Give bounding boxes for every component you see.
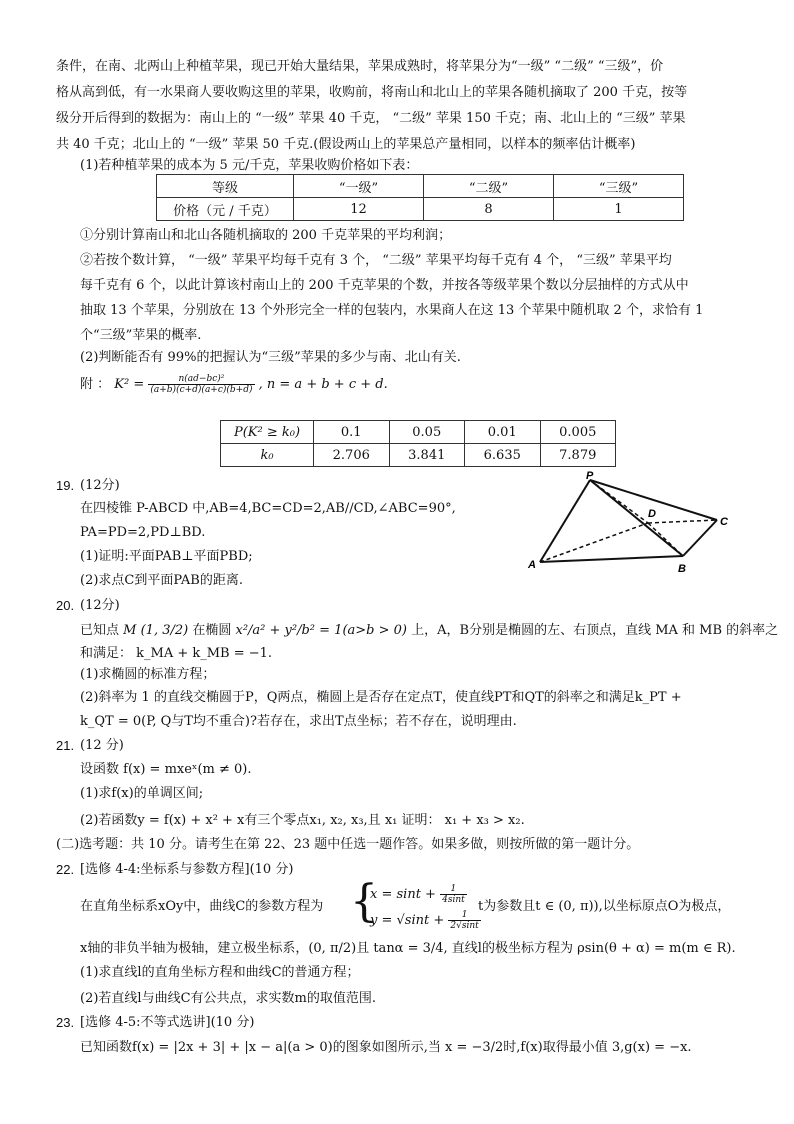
q19-score: (12分): [80, 478, 120, 493]
edge-pd: [590, 480, 648, 523]
q19-line-2: PA=PD=2,PD⊥BD.: [80, 525, 206, 540]
q22-title: [选修 4-4:坐标系与参数方程](10 分): [80, 862, 294, 877]
table-cell: 0.005: [540, 421, 616, 444]
q22-line-2: x轴的非负半轴为极轴，建立极坐标系，(0, π/2)且 tanα = 3/4, 直线l的极坐标方程为 ρsin(θ + α) = m(m ∈ R).: [80, 941, 736, 956]
q20-line-5: k_QT = 0(P, Q与T均不重合)?若存在，求出T点坐标；若不存在，说明理由.: [80, 714, 517, 729]
k2-formula: [80, 374, 388, 395]
table-cell: 7.879: [540, 444, 616, 467]
table-cell: 0.1: [314, 421, 390, 444]
k2-lhs: K² =: [114, 377, 145, 392]
price-table: [156, 174, 684, 221]
table-cell: 价格（元 / 千克）: [157, 198, 294, 221]
q18-paragraph-line-1: 条件，在南、北两山上种植苹果，现已开始大量结果，苹果成熟时，将苹果分为“一级” “二级” “三级”，价: [56, 59, 664, 74]
q18-item-1: ①分别计算南山和北山各随机摘取的 200 千克苹果的平均利润；: [80, 228, 452, 243]
k2-numerator: n(ad−bc)²: [148, 374, 254, 385]
q20-point-m: M (1, 3/2): [123, 623, 189, 638]
table-cell: “三级”: [554, 175, 684, 198]
param-equation-x: [370, 884, 467, 905]
label-p: P: [586, 470, 594, 482]
q19-line-3: (1)证明:平面PAB⊥平面PBD;: [80, 549, 253, 564]
eq-x-den: 4sint: [442, 895, 465, 905]
q18-paragraph-line-3: 级分开后得到的数据为：南山上的 “一级” 苹果 40 千克， “二级” 苹果 150 千克；南、北山上的 “三级” 苹果: [56, 111, 686, 126]
q20-text-a: 已知点: [80, 623, 120, 638]
q20-number: 20.: [56, 598, 75, 613]
elective-note: (二)选考题：共 10 分。请考生在第 22、23 题中任选一题作答。如果多做，则按所做的第一题计分。: [56, 837, 640, 852]
q18-subquestion-2: (2)判断能否有 99%的把握认为“三级”苹果的多少与南、北山有关.: [80, 350, 461, 365]
table-cell: 0.05: [389, 421, 465, 444]
eq-x-num: 1: [440, 884, 467, 895]
table-cell: “二级”: [424, 175, 554, 198]
table-cell: 12: [294, 198, 424, 221]
table-cell: “一级”: [294, 175, 424, 198]
label-d: D: [648, 508, 656, 520]
q23-number: 23.: [56, 1015, 75, 1030]
q20-line-4: (2)斜率为 1 的直线交椭圆于P，Q两点，椭圆上是否存在定点T，使直线PT和QT的斜率之和满足k_PT +: [80, 690, 682, 705]
q20-score: (12分): [80, 598, 120, 613]
q21-score: (12 分): [80, 738, 124, 753]
q21-line-1: 设函数 f(x) = mxeˣ(m ≠ 0).: [80, 762, 252, 777]
q20-text-b: 在椭圆: [192, 623, 232, 638]
eq-x-text: x = sint +: [370, 887, 436, 902]
q18-item-2-line-4: 个“三级”苹果的概率.: [80, 328, 202, 343]
edge-ab: [540, 556, 683, 562]
k-table-row: [221, 444, 616, 467]
q19-line-1: 在四棱锥 P-ABCD 中,AB=4,BC=CD=2,AB//CD,∠ABC=90°,: [80, 501, 456, 516]
table-cell: 3.841: [389, 444, 465, 467]
appendix-label: 附 ：: [80, 377, 111, 392]
edge-bc: [683, 520, 717, 556]
q20-line-1: [80, 622, 778, 640]
q19-line-4: (2)求点C到平面PAB的距离.: [80, 573, 243, 588]
q22-line-3: (1)求直线l的直角坐标方程和曲线C的普通方程；: [80, 965, 360, 980]
q21-number: 21.: [56, 738, 75, 753]
q18-item-2-line-2: 每千克有 6 个，以此计算该村南山上的 200 千克苹果的个数，并按各等级苹果个数以分层抽样的方式从中: [80, 278, 689, 293]
eq-y-fraction: [448, 910, 480, 931]
q18-item-2-line-1: ②若按个数计算， “一级” 苹果平均每千克有 3 个， “二级” 苹果平均每千克有 4 个， “三级” 苹果平均: [80, 253, 672, 268]
edge-dc: [648, 520, 717, 523]
param-brace: {: [350, 876, 378, 927]
q22-line-4: (2)若直线l与曲线C有公共点，求实数m的取值范围.: [80, 991, 376, 1006]
price-table-row: [157, 198, 684, 221]
label-c: C: [720, 516, 728, 528]
pyramid-figure: [520, 470, 750, 580]
q23-title: [选修 4-5:不等式选讲](10 分): [80, 1015, 255, 1030]
table-cell: 2.706: [314, 444, 390, 467]
q18-subquestion-1: (1)若种植苹果的成本为 5 元/千克，苹果收购价格如下表：: [80, 158, 419, 173]
param-equation-y: [370, 910, 481, 931]
eq-y-num: 1: [448, 910, 480, 921]
eq-y-den: 2√sint: [450, 921, 479, 931]
q18-paragraph-line-4: 共 40 千克；北山上的 “一级” 苹果 50 千克.(假设两山上的苹果总产量相同，以样本的频率估计概率): [56, 137, 636, 152]
q22-number: 22.: [56, 862, 75, 877]
q23-line-1: 已知函数f(x) = |2x + 3| + |x − a|(a > 0)的图象如图所示,当 x = −3/2时,f(x)取得最小值 3,g(x) = −x.: [80, 1040, 692, 1055]
q20-line-3: (1)求椭圆的标准方程；: [80, 667, 216, 682]
eq-x-fraction: [440, 884, 467, 905]
table-cell: 6.635: [465, 444, 541, 467]
table-cell: P(K² ≥ k₀): [221, 421, 314, 444]
table-cell: 8: [424, 198, 554, 221]
q21-line-2: (1)求f(x)的单调区间;: [80, 786, 204, 801]
q18-item-2-line-3: 抽取 13 个苹果，分别放在 13 个外形完全一样的包装内，水果商人在这 13 个苹果中随机取 2 个，求恰有 1: [80, 303, 704, 318]
edge-pa: [540, 480, 590, 562]
k2-denominator: (a+b)(c+d)(a+c)(b+d): [150, 385, 253, 395]
label-b: B: [678, 563, 686, 575]
q22-line-1b: t为参数且t ∈ (0, π)),以坐标原点O为极点，: [478, 899, 731, 914]
table-cell: 等级: [157, 175, 294, 198]
q20-line-2: 和满足： k_MA + k_MB = −1.: [80, 646, 273, 661]
q20-text-c: 上，A，B分别是椭圆的左、右顶点，直线 MA 和 MB 的斜率之: [411, 623, 779, 638]
q20-ellipse-equation: x²/a² + y²/b² = 1(a>b > 0): [235, 623, 407, 638]
q19-number: 19.: [56, 478, 75, 493]
table-cell: k₀: [221, 444, 314, 467]
edge-pb: [590, 480, 683, 556]
q21-line-3: (2)若函数y = f(x) + x² + x有三个零点x₁, x₂, x₃,且 x₁ 证明： x₁ + x₃ > x₂.: [80, 813, 525, 828]
k2-tail: , n = a + b + c + d.: [258, 377, 388, 392]
edge-ad: [540, 523, 648, 562]
k-table-header-row: [221, 421, 616, 444]
q22-line-1a: 在直角坐标系xOy中，曲线C的参数方程为: [80, 899, 324, 914]
q18-paragraph-line-2: 格从高到低，有一水果商人要收购这里的苹果，收购前，将南山和北山上的苹果各随机摘取了 200 千克，按等: [56, 85, 688, 100]
price-table-header-row: [157, 175, 684, 198]
table-cell: 1: [554, 198, 684, 221]
table-cell: 0.01: [465, 421, 541, 444]
eq-y-text: y = √sint +: [370, 913, 445, 928]
label-a: A: [528, 559, 536, 571]
k2-fraction: [148, 374, 254, 395]
critical-value-table: [220, 420, 616, 467]
